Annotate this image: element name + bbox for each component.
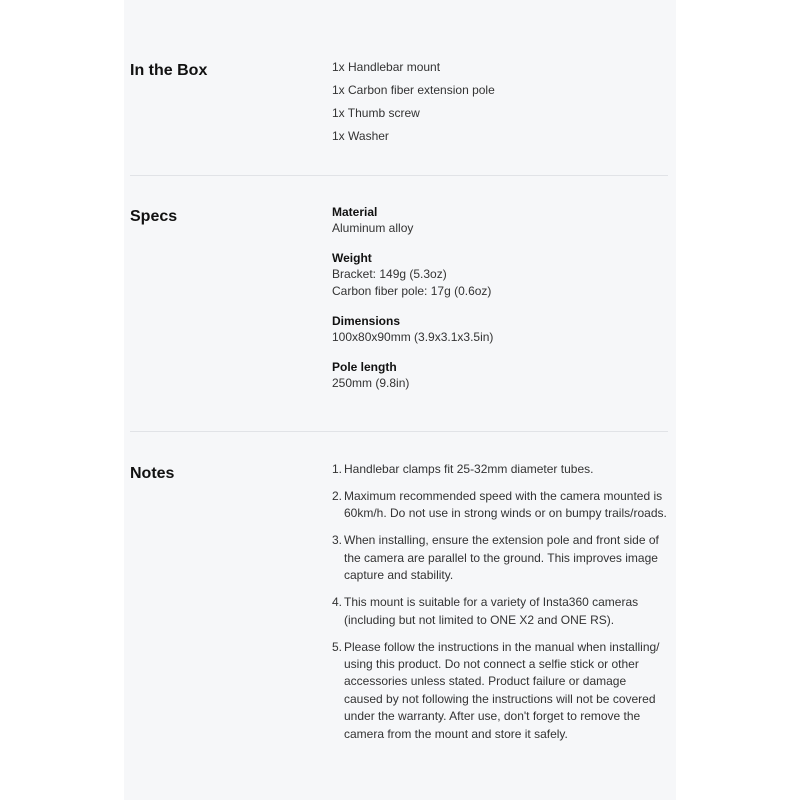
- note-number: 4.: [332, 595, 343, 610]
- notes-list: [332, 461, 668, 743]
- spec-pole-length: [332, 360, 668, 392]
- notes-content: [332, 461, 668, 753]
- note-text: Maximum recommended speed with the camera mounted is 60km/h. Do not use in strong winds or on bumpy trails/roads.: [344, 489, 667, 521]
- spec-value: Bracket: 149g (5.3oz): [332, 267, 447, 281]
- spec-label: Pole length: [332, 360, 397, 374]
- box-item: 1x Washer: [332, 129, 389, 143]
- spec-label: Weight: [332, 251, 372, 265]
- note-text: This mount is suitable for a variety of Insta360 cameras (including but not limited to ONE X2 and ONE RS).: [344, 595, 639, 627]
- note-text: Please follow the instructions in the manual when installing/ using this product. Do not connect a selfie stick or other accessories unless stated. Product failure or damage caused by not following the instructions will not be covered under the warranty. After use, don't forget to remove the camera from the mount and store it safely.: [344, 639, 660, 741]
- note-number: 5.: [332, 639, 343, 654]
- notes-heading: Notes: [130, 465, 175, 482]
- in-the-box-heading: In the Box: [130, 62, 208, 79]
- spec-dimensions: [332, 314, 668, 346]
- spec-label: Dimensions: [332, 314, 401, 328]
- note-number: 2.: [332, 489, 343, 503]
- note-number: 1.: [332, 462, 343, 476]
- spec-value-secondary: Carbon fiber pole: 17g (0.6oz): [332, 284, 492, 298]
- note-text: When installing, ensure the extension pole and front side of the camera are parallel to the ground. This improves image capture and stability.: [344, 533, 659, 583]
- section-divider: [130, 175, 668, 176]
- spec-value: 250mm (9.8in): [332, 376, 410, 390]
- note-item: [332, 461, 668, 478]
- spec-value: Aluminum alloy: [332, 221, 414, 235]
- box-item: 1x Carbon fiber extension pole: [332, 83, 495, 97]
- note-item: [332, 639, 668, 743]
- specs-heading: Specs: [130, 208, 178, 225]
- spec-material: [332, 205, 668, 237]
- note-item: [332, 594, 668, 629]
- in-the-box-list: [332, 56, 668, 148]
- spec-weight: [332, 251, 668, 300]
- specs-list: [332, 205, 668, 406]
- box-item: 1x Handlebar mount: [332, 60, 441, 74]
- section-divider: [130, 431, 668, 432]
- note-text: Handlebar clamps fit 25-32mm diameter tubes.: [344, 462, 594, 476]
- note-item: [332, 532, 668, 584]
- product-info-panel: [124, 0, 676, 800]
- note-number: 3.: [332, 533, 343, 548]
- box-item: 1x Thumb screw: [332, 106, 420, 120]
- spec-value: 100x80x90mm (3.9x3.1x3.5in): [332, 330, 494, 344]
- spec-label: Material: [332, 205, 378, 219]
- note-item: [332, 488, 668, 523]
